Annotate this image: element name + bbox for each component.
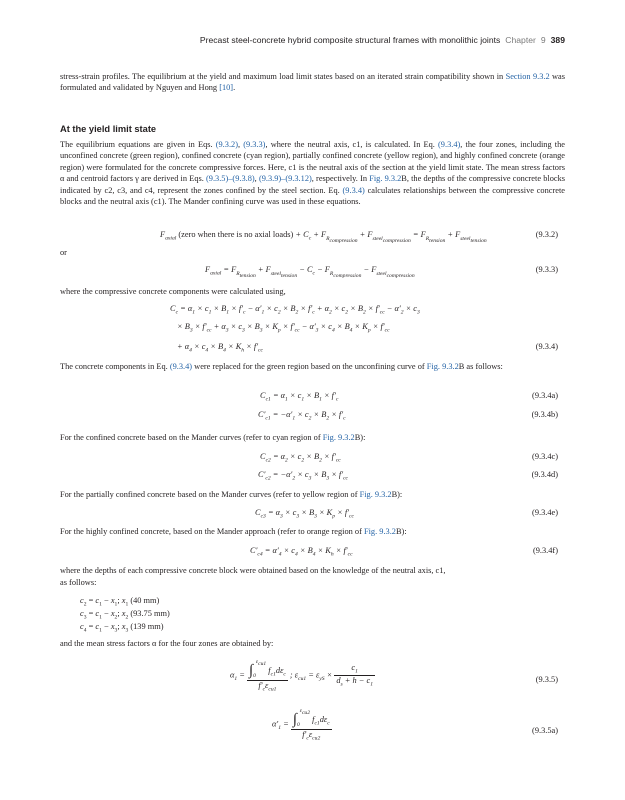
depth-value: (40 mm) xyxy=(130,596,160,605)
para-text: , the four zones, including the unconfined concrete (green region), confined concrete (cyan region), partially confined concrete (yellow region), and highly confined concrete (orange region) were formulated for the concrete compressive forces. Here, c1 is the neutral axis of the section at the yield limit state. The mean stress factors α and centroid factors γ are derived in Eqs. xyxy=(60,140,565,184)
fraction: $\frac{\int_0^{\varepsilon_{cu1}} f_{c1}d\varepsilon_c}{f'_c\varepsilon_{cu1}}$ xyxy=(249,659,286,693)
where-depths-line-2: as follows: xyxy=(60,578,97,587)
equation-9-3-4b: $C'_{c1} = -\alpha'_1 \times c_2 \times B_2 \times f'_c$ (9.3.4b) xyxy=(258,410,558,422)
intro-line: stress-strain profiles. The equilibrium at the yield and maximum load limit states based on an iterated strain compatibility xyxy=(60,72,471,81)
depth-c2: $c_2 = c_1 - x_1$; $x_1$ (40 mm) xyxy=(80,596,160,608)
mean-stress-text: and the mean stress factors α for the four zones are obtained by: xyxy=(60,639,274,648)
para-text: B): xyxy=(391,490,403,499)
para-text: For the highly confined concrete, based on the Mander approach (refer to orange region of xyxy=(60,527,364,536)
depth-c4: $c_4 = c_1 - x_3$; $x_3$ (139 mm) xyxy=(80,622,164,634)
fraction: $\frac{c_1}{d_s + h - c_1}$ xyxy=(336,663,373,688)
header-title: Precast steel-concrete hybrid composite structural frames with monolithic joints xyxy=(199,35,501,45)
figure-link[interactable]: Fig. 9.3.2 xyxy=(322,433,355,442)
equation-9-3-5a: $\alpha'_1$ = $\frac{\int_0^{\varepsilon_{cu2}} f_{c1}d\varepsilon_c}{f'_c\varepsilon_{cu2}}$ (9.3.5a) xyxy=(272,708,558,742)
eq-link[interactable]: (9.3.2) xyxy=(215,140,238,149)
para-text: , xyxy=(254,174,259,184)
reference-link[interactable]: [10] xyxy=(219,83,234,93)
highly-confined-text xyxy=(60,527,407,536)
depth-value: (139 mm) xyxy=(130,622,164,631)
equation-9-3-2: $F_{axial}$ (zero when there is no axial loads) + $C_c + F_{R_{compression}} + F_{steel_{compression}} = F_{R_{tension}} + F_{steel_{tension}}$ (9.3.2) xyxy=(160,230,558,244)
eq-link[interactable]: (9.3.4) xyxy=(342,185,365,195)
eq-number: (9.3.4d) xyxy=(531,470,558,479)
equation-9-3-4f: $C'_{c4} = \alpha'_4 \times c_4 \times B_4 \times K_h \times f'_{cc}$ (9.3.4f) xyxy=(250,546,558,558)
para-text: The concrete components in Eq. xyxy=(60,362,170,371)
eq-number: (9.3.4a) xyxy=(532,391,558,400)
fraction: $\frac{\int_0^{\varepsilon_{cu2}} f_{c1}d\varepsilon_c}{f'_c\varepsilon_{cu2}}$ xyxy=(292,708,330,742)
section-heading: At the yield limit state xyxy=(60,124,157,134)
equation-9-3-4e: $C_{c3} = \alpha_3 \times c_3 \times B_3 \times K_p \times f'_{cc}$ (9.3.4e) xyxy=(255,508,558,520)
equilibrium-paragraph xyxy=(60,139,565,207)
para-text: B): xyxy=(354,433,366,442)
eq-link[interactable]: (9.3.3) xyxy=(243,140,266,149)
eq-number: (9.3.4e) xyxy=(532,508,558,517)
para-text: B as follows: xyxy=(458,362,503,371)
depth-c3: $c_3 = c_1 - x_2$; $x_2$ (93.75 mm) xyxy=(80,609,170,621)
equation-9-3-4c: $C_{c2} = \alpha_2 \times c_2 \times B_2 \times f'_{cc}$ (9.3.4c) xyxy=(260,452,558,464)
para-text: B): xyxy=(395,527,407,536)
para-text: For the confined concrete based on the Mander curves (refer to cyan region of xyxy=(60,433,323,442)
eq-link[interactable]: (9.3.4) xyxy=(438,140,461,149)
eq-number: (9.3.2) xyxy=(535,230,558,239)
intro-text: shown in xyxy=(472,72,506,81)
where-depths-line-1: where the depths of each compressive concrete block were obtained based on the knowledge of the neutral axis, c1, xyxy=(60,566,446,575)
para-text: , where the neutral axis, c1, is calculated. In Eq. xyxy=(265,140,439,149)
section-link[interactable]: Section 9.3.2 xyxy=(505,72,550,81)
para-text: , xyxy=(237,140,244,149)
equation-9-3-4a: $C_{c1} = \alpha_1 \times c_1 \times B_1 \times f'_c$ (9.3.4a) xyxy=(260,391,558,403)
eq-number: (9.3.3) xyxy=(535,265,558,274)
eq-number: (9.3.4b) xyxy=(531,410,558,419)
para-text: , respectively. In xyxy=(311,174,370,184)
eq-link[interactable]: (9.3.5)–(9.3.8) xyxy=(206,174,255,184)
page-number: 389 xyxy=(550,35,565,45)
eq-number: (9.3.5a) xyxy=(532,726,558,735)
figure-link[interactable]: Fig. 9.3.2 xyxy=(359,490,392,499)
where-text: where the compressive concrete components were calculated using, xyxy=(60,287,286,296)
eq-link[interactable]: (9.3.9)–(9.3.12) xyxy=(258,174,312,184)
equation-9-3-4-line-1: $C_c = \alpha_1 \times c_1 \times B_1 \times f'_c - \alpha'_1 \times c_2 \times B_2 \times f'_c + \alpha_2 \times c_2 \times B_2 \times f'_{cc} - \alpha'_2 \times c_3$ xyxy=(170,304,420,316)
figure-link[interactable]: Fig. 9.3.2 xyxy=(363,527,396,536)
equation-9-3-4d: $C'_{c2} = -\alpha'_2 \times c_3 \times B_3 \times f'_{cc}$ (9.3.4d) xyxy=(258,470,558,482)
header-chapter: Chapter xyxy=(505,35,536,45)
equation-9-3-3: $F_{axial} = F_{R_{tension}} + F_{steel_{tension}} - C_c - F_{R_{compression}} - F_{steel_{compression}}$ (9.3.3) xyxy=(205,265,558,279)
equation-9-3-4-line-2: × $B_3 \times f'_{cc} + \alpha_3 \times c_3 \times B_3 \times K_p \times f'_{cc} - \alpha'_3 \times c_4 \times B_4 \times K_p \times f'_{cc}$ xyxy=(177,322,390,334)
equation-9-3-4-line-3: + $\alpha_4 \times c_4 \times B_4 \times K_h \times f'_{cc}$ (9.3.4) xyxy=(177,342,558,354)
para-text: B, the depths of the compressive concrete blocks indicated by c2, c3, and c4, represent the zones confined by the steel section. Eq. xyxy=(60,174,565,195)
green-region-paragraph xyxy=(60,361,565,372)
eq-number: (9.3.4f) xyxy=(532,546,558,555)
para-text: were replaced for the green region based on the unconfining curve of xyxy=(192,362,427,371)
para-text: calculates relationships between the compressive concrete blocks and the neutral axis (c1). The Mander confining curve was used in these equations. xyxy=(60,185,565,207)
confined-text xyxy=(60,433,365,442)
partially-confined-text xyxy=(60,490,402,499)
header-chapter-number: 9 xyxy=(540,35,546,45)
figure-link[interactable]: Fig. 9.3.2 xyxy=(426,362,459,371)
figure-link[interactable]: Fig. 9.3.2 xyxy=(369,174,402,184)
eq-note: (zero when there is no axial loads) xyxy=(178,230,294,239)
para-text: The equilibrium equations are given in Eqs. xyxy=(60,140,216,149)
depth-value: (93.75 mm) xyxy=(130,609,170,618)
equation-9-3-5: $\alpha_1$ = $\frac{\int_0^{\varepsilon_{cu1}} f_{c1}d\varepsilon_c}{f'_c\varepsilon_{cu1}}$ ; $\varepsilon_{cu1} = \varepsilon_{yS}$ × $\frac{c_1}{d_s + h - c_1}$ (9.3.5) xyxy=(230,659,558,693)
eq-number: (9.3.5) xyxy=(535,675,558,684)
intro-text: . xyxy=(233,83,236,93)
intro-text: was formulated and validated by Nguyen and Hong xyxy=(60,72,566,93)
eq-number: (9.3.4c) xyxy=(532,452,558,461)
intro-paragraph xyxy=(60,71,565,94)
running-header xyxy=(60,33,565,47)
para-text: For the partially confined concrete based on the Mander curves (refer to yellow region of xyxy=(60,490,360,499)
or-text: or xyxy=(60,248,67,257)
eq-number: (9.3.4) xyxy=(535,342,558,351)
eq-link[interactable]: (9.3.4) xyxy=(169,362,193,371)
